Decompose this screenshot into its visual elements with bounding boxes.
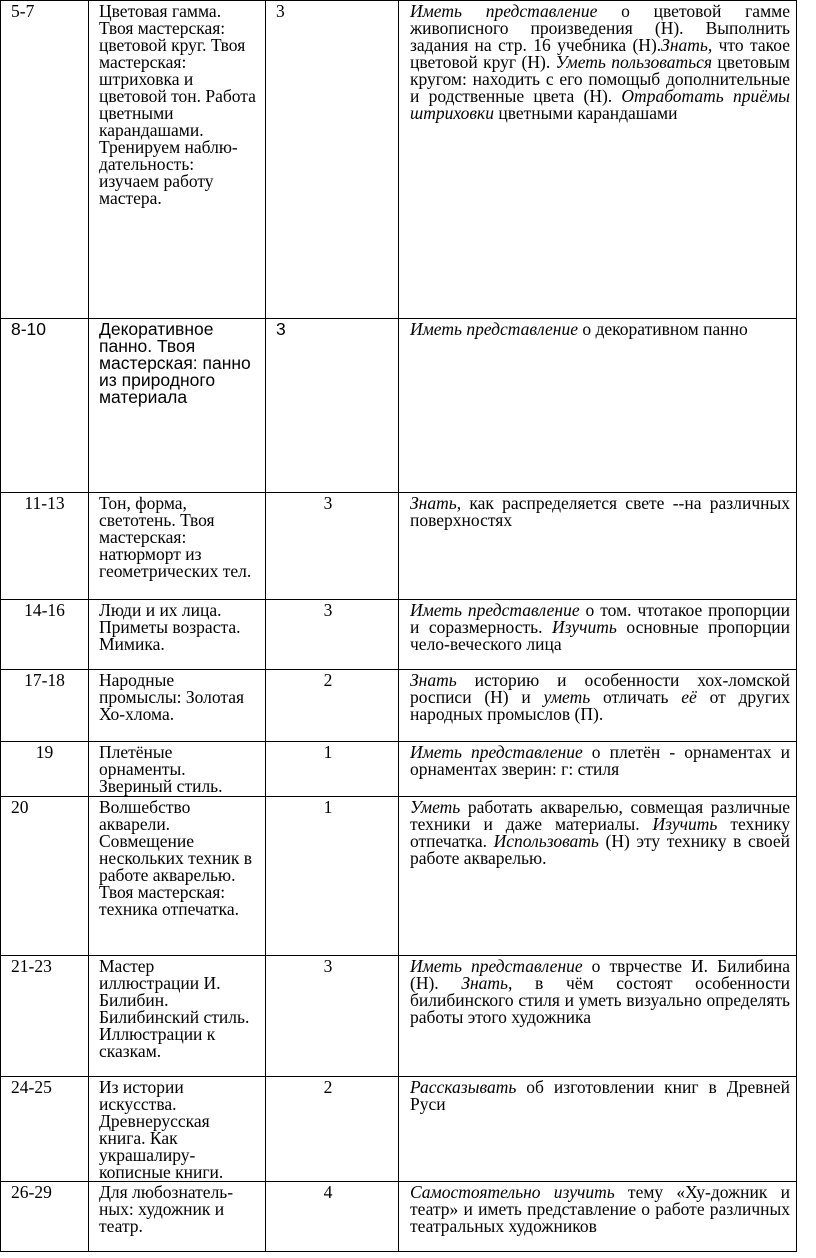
requirement-keyword: Знать [410, 670, 457, 690]
lesson-requirements [399, 956, 796, 1026]
topic-cell [89, 797, 266, 956]
lesson-number: 19 [35, 742, 54, 762]
lesson-requirements [399, 1077, 796, 1113]
hours-cell [266, 1077, 399, 1182]
lesson-hours: 3 [323, 493, 333, 513]
lesson-topic: Для любознатель-ных: художник и театр. [99, 1182, 234, 1236]
lesson-topic: Цветовая гамма. Твоя мастерская: цветовой круг. Твоя мастерская: штриховка и цветовой тон. Работа цветными карандашами. Тренируем наблю-дательность: изучаем работу мастера. [99, 1, 256, 208]
requirements-cell [399, 670, 797, 742]
lesson-number-cell [1, 1, 89, 319]
requirement-text: о декоративном панно [578, 319, 748, 339]
table-row [1, 797, 797, 956]
topic-cell [89, 1077, 266, 1182]
hours-cell [266, 1182, 399, 1252]
requirements-cell [399, 1077, 797, 1182]
topic-cell [89, 1, 266, 319]
lesson-topic: Тон, форма, светотень. Твоя мастерская: натюрморт из геометрических тел. [99, 493, 252, 581]
requirements-cell [399, 600, 797, 670]
hours-cell [266, 493, 399, 600]
lesson-requirements [399, 670, 796, 723]
lesson-hours: 2 [323, 670, 333, 690]
requirement-keyword: Изучить [552, 617, 617, 637]
table-row [1, 670, 797, 742]
requirement-keyword: Иметь представление [410, 319, 579, 339]
requirement-keyword: Иметь представление [410, 600, 580, 620]
hours-cell [266, 956, 399, 1077]
table-row [1, 1077, 797, 1182]
lesson-hours: 2 [323, 1077, 333, 1097]
lesson-number: 21-23 [11, 956, 52, 976]
requirements-cell [399, 493, 797, 600]
requirement-keyword: уметь [543, 687, 591, 707]
requirement-keyword: Рассказывать [410, 1077, 517, 1097]
table-row [1, 600, 797, 670]
requirement-text: (Н) эту технику в своей работе акварелью. [410, 831, 790, 868]
topic-cell [89, 319, 266, 493]
requirements-cell [399, 1, 797, 319]
table-row [1, 742, 797, 797]
lesson-number-cell [1, 319, 89, 493]
requirement-keyword: Использовать [493, 831, 599, 851]
requirements-cell [399, 742, 797, 797]
requirement-keyword: Уметь пользоваться [555, 52, 712, 72]
requirements-cell [399, 319, 797, 493]
lesson-requirements [399, 493, 796, 529]
topic-cell [89, 1182, 266, 1252]
requirement-text: о цветовой гамме живописного произведения (Н). Выполнить задания на стр. 16 учебника (Н). [410, 1, 790, 55]
lesson-number: 5-7 [11, 1, 35, 21]
lesson-hours: 1 [323, 742, 333, 762]
lesson-number-cell [1, 956, 89, 1077]
lesson-hours: 3 [323, 600, 333, 620]
lesson-hours: 4 [323, 1182, 333, 1202]
requirement-keyword: Самостоятельно изучить [410, 1182, 615, 1202]
requirements-cell [399, 797, 797, 956]
requirement-keyword: Знать, [461, 973, 513, 993]
lesson-number: 24-25 [11, 1077, 52, 1097]
requirement-text: о плетён - орнаментах и орнаментах зверин: г: стиля [410, 742, 790, 779]
requirement-keyword: Иметь представление [410, 742, 583, 762]
table-row [1, 493, 797, 600]
lesson-number: 11-13 [24, 493, 65, 513]
topic-cell [89, 956, 266, 1077]
lesson-number: 26-29 [11, 1182, 52, 1202]
lesson-number-cell [1, 1077, 89, 1182]
lesson-topic: Мастер иллюстрации И. Билибин. Билибинский стиль. Иллюстрации к сказкам. [99, 956, 250, 1061]
requirement-text: что такое цветовой круг (Н). [410, 35, 790, 72]
lesson-topic: Волшебство акварели. Совмещение нескольких техник в работе акварелью. Твоя мастерская: техника отпечатка. [99, 797, 252, 919]
lesson-requirements [399, 1182, 796, 1235]
requirement-text: работать акварелью, совмещая различные техники и даже материалы. [410, 797, 790, 834]
hours-cell [266, 670, 399, 742]
lesson-topic: Люди и их лица. Приметы возраста. Мимика. [99, 600, 241, 654]
lesson-topic: Декоративное панно. Твоя мастерская: панно из природного материала [99, 319, 251, 407]
requirements-cell [399, 956, 797, 1077]
topic-cell [89, 670, 266, 742]
requirement-text: тему «Ху-дожник и театр» и иметь представление о работе различных театральных художников [410, 1182, 790, 1236]
lesson-number-cell [1, 493, 89, 600]
requirement-text: о том. чтотакое пропорции и соразмерность. [410, 600, 790, 637]
table-row [1, 1182, 797, 1252]
lesson-number-cell [1, 742, 89, 797]
requirement-text: о тврчестве И. Билибина (Н). [410, 956, 790, 993]
lesson-number-cell [1, 1182, 89, 1252]
lesson-topic: Народные промыслы: Золотая Хо-хлома. [99, 670, 245, 724]
requirement-keyword: Знать, [410, 493, 462, 513]
table-row [1, 956, 797, 1077]
lesson-requirements [399, 319, 796, 338]
lesson-requirements [399, 600, 796, 653]
requirement-text: цветовым кругом: находить с его помощыб дополнительные и родственные цвета (Н). [410, 52, 790, 106]
lesson-hours: 3 [276, 319, 286, 339]
topic-cell [89, 742, 266, 797]
requirements-cell [399, 1182, 797, 1252]
requirement-text: в чём состоят особенности билибинского стиля и уметь визуально определять работы этого художника [410, 973, 791, 1027]
hours-cell [266, 319, 399, 493]
hours-cell [266, 797, 399, 956]
lesson-number-cell [1, 797, 89, 956]
requirement-text: историю и особенности хох-ломской росписи (Н) и [410, 670, 790, 707]
lesson-requirements [399, 1, 796, 122]
lesson-number-cell [1, 670, 89, 742]
requirement-keyword: Отработать приёмы штриховки [410, 86, 790, 123]
topic-cell [89, 600, 266, 670]
lesson-number: 20 [11, 797, 29, 817]
table-row [1, 1, 797, 319]
requirement-keyword: Иметь представление [410, 956, 583, 976]
lesson-hours: 3 [276, 1, 285, 21]
topic-cell [89, 493, 266, 600]
hours-cell [266, 600, 399, 670]
requirement-text: отличать [590, 687, 682, 707]
table-row [1, 319, 797, 493]
requirement-text: технику отпечатка. [410, 814, 790, 851]
hours-cell [266, 1, 399, 319]
requirement-text: цветными карандашами [493, 103, 678, 123]
requirement-text: об изготовлении книг в Древней Руси [410, 1077, 790, 1114]
lesson-number-cell [1, 600, 89, 670]
lesson-number: 8-10 [11, 319, 47, 339]
requirement-text: от других народных промыслов (П). [410, 687, 790, 724]
requirement-keyword: её [681, 687, 697, 707]
requirement-keyword: Знать, [661, 35, 713, 55]
requirement-keyword: Иметь представление [410, 1, 598, 21]
lesson-hours: 3 [323, 956, 333, 976]
lesson-requirements [399, 797, 796, 867]
requirement-keyword: Изучить [652, 814, 718, 834]
lesson-number: 17-18 [24, 670, 65, 690]
requirement-text: основные пропорции чело-веческого лица [410, 617, 790, 654]
hours-cell [266, 742, 399, 797]
requirement-keyword: Уметь [410, 797, 461, 817]
lesson-hours: 1 [323, 797, 333, 817]
lesson-topic: Плетёные орнаменты. Звериный стиль. [99, 742, 223, 796]
lesson-topic: Из истории искусства. Древнерусская книга. Как украшалиру-кописные книги. [99, 1077, 224, 1182]
lesson-requirements [399, 742, 796, 778]
lesson-number: 14-16 [24, 600, 65, 620]
requirement-text: как распределяется свете --на различных поверхностях [410, 493, 790, 530]
